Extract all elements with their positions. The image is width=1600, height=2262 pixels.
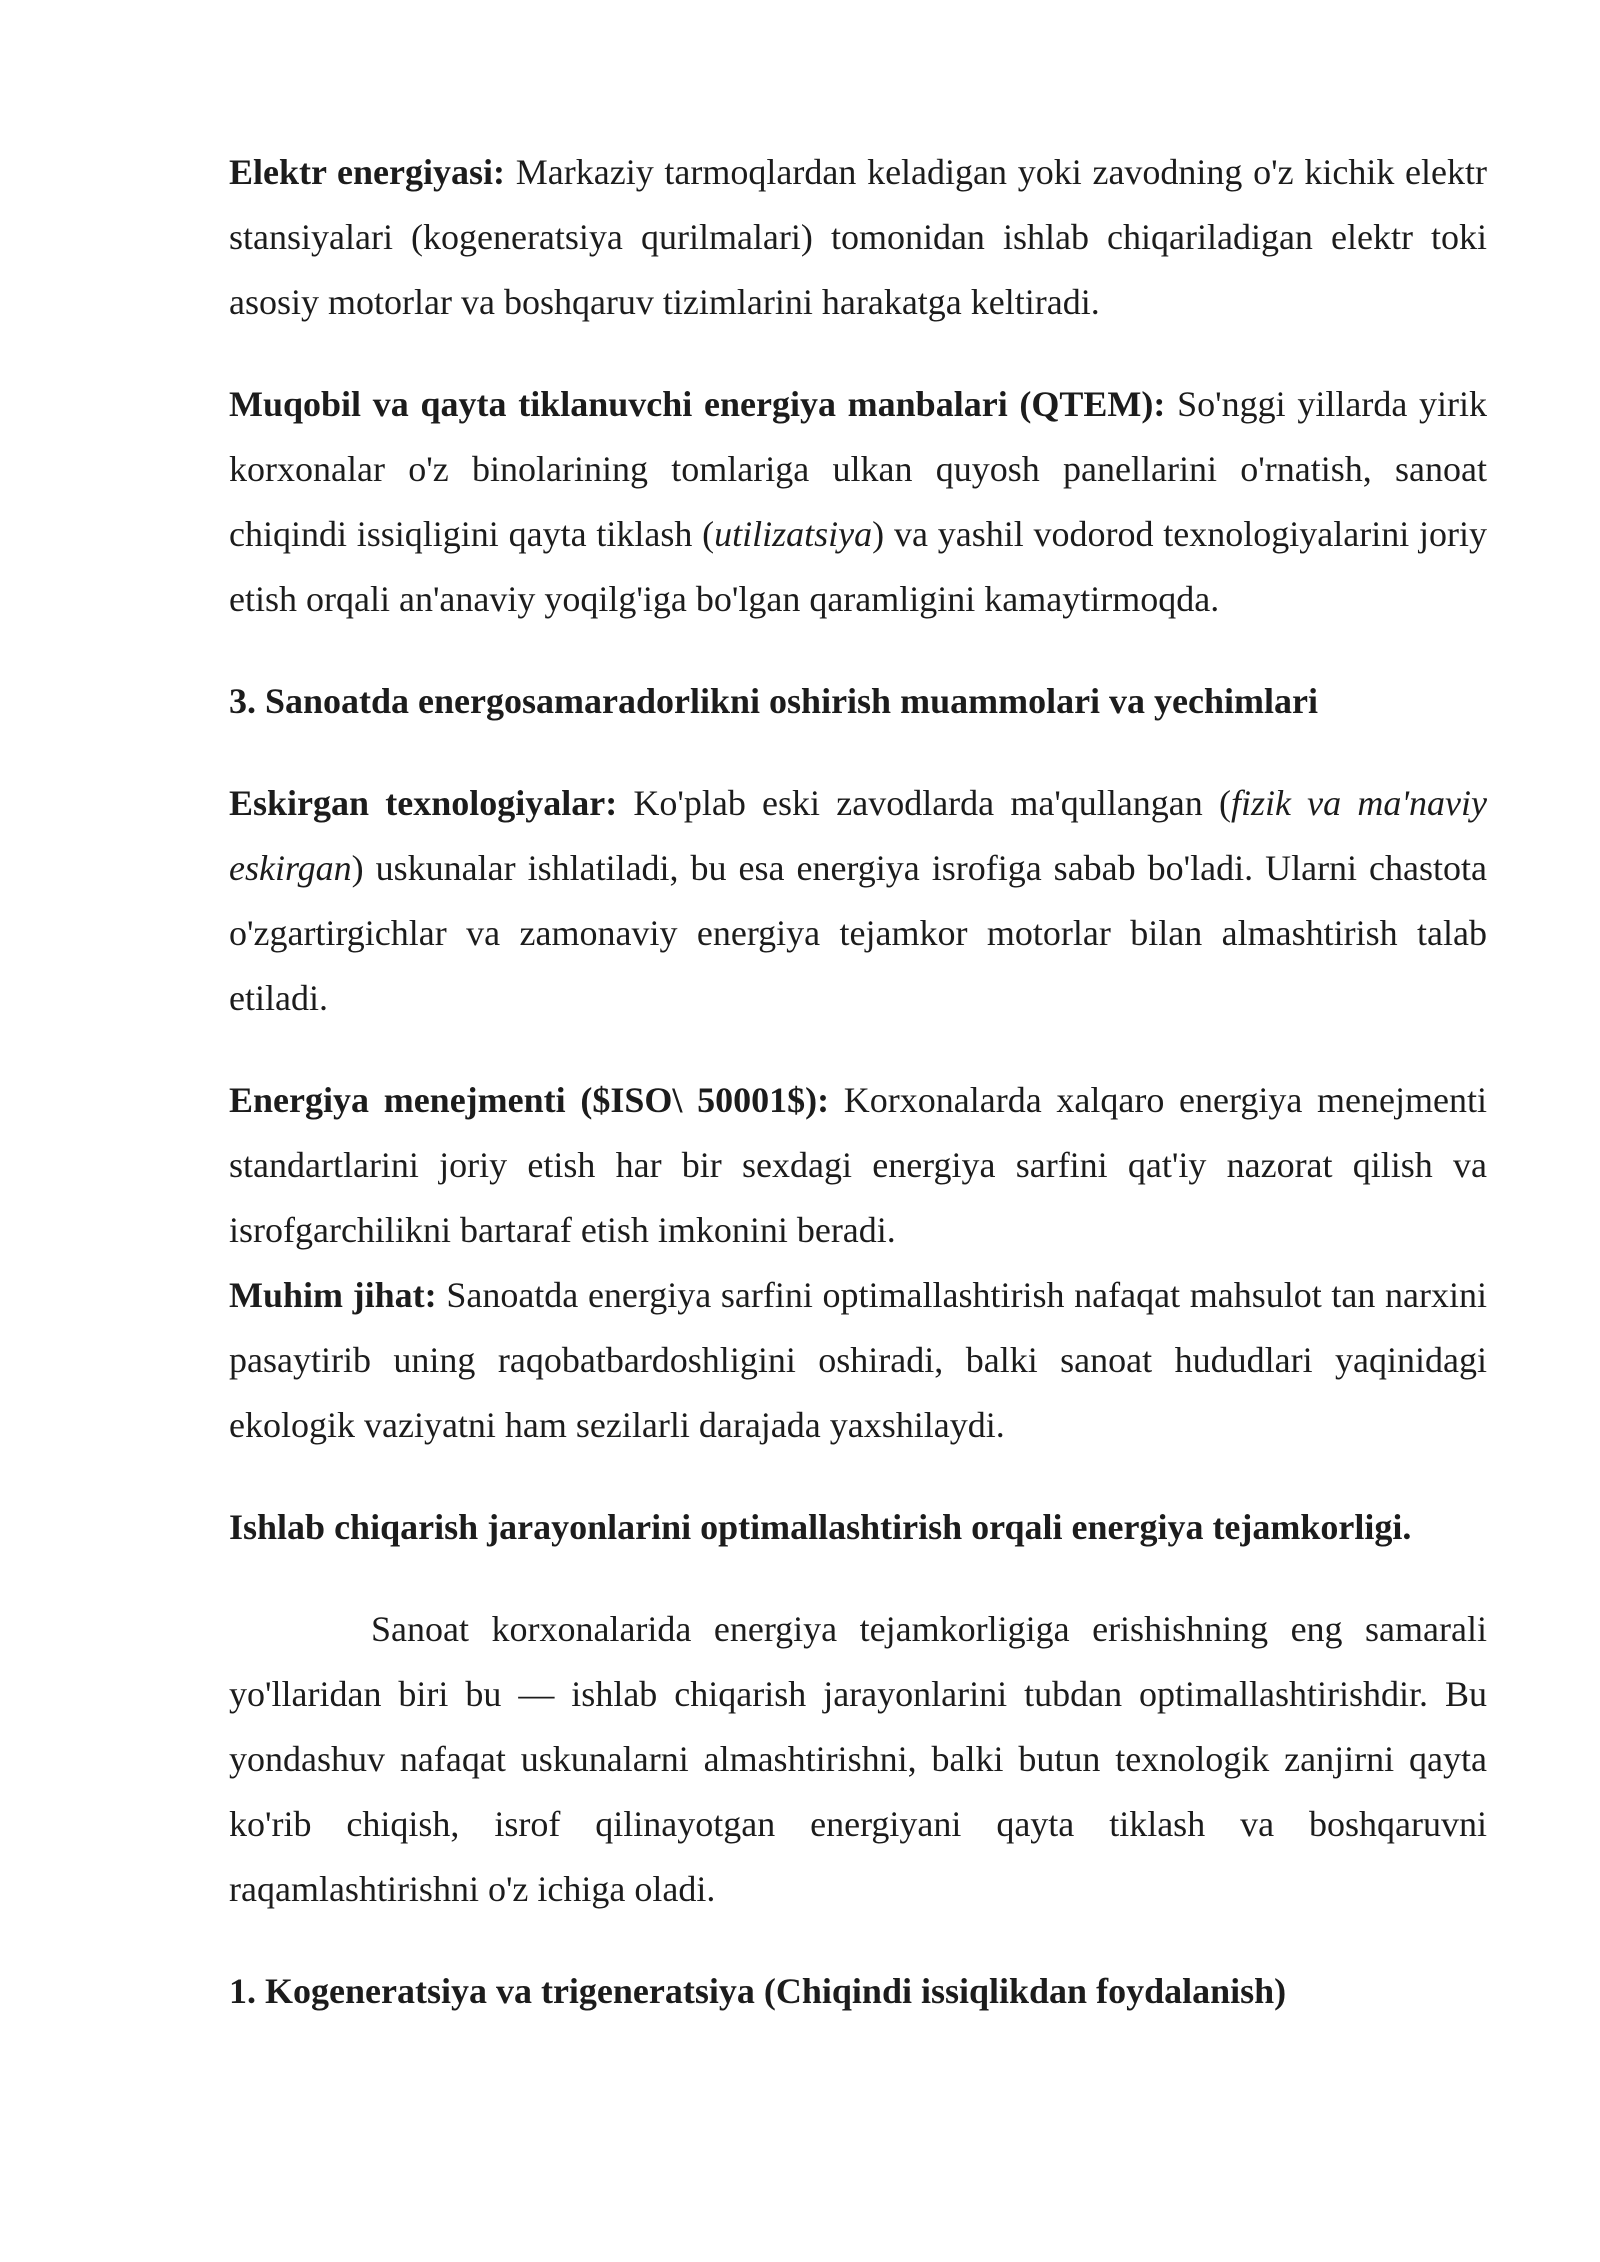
main-heading: Ishlab chiqarish jarayonlarini optimallashtirish orqali energiya tejamkorligi. [229, 1507, 1412, 1547]
paragraph-text: Sanoatda energiya sarfini optimallashtirish nafaqat mahsulot tan narxini pasaytirib uning raqobatbardoshligini oshiradi, balki sanoat hududlari yaqinidagi ekologik vaziyatni ham sezilarli darajada yaxshilaydi. [229, 1275, 1488, 1445]
italic-term: utilizatsiya [714, 514, 873, 554]
paragraph-text: So'nggi yillarda yirik korxonalar o'z binolarining tomlariga ulkan quyosh panellarini o'rnatish, sanoat chiqindi issiqligini qayta tiklash ( [229, 384, 1488, 554]
paragraph-important-aspect [229, 1263, 1487, 1458]
section-heading-1: 1. Kogeneratsiya va trigeneratsiya (Chiqindi issiqlikdan foydalanish) [229, 1971, 1287, 2011]
paragraph-electric-energy [229, 140, 1487, 335]
term-important-aspect: Muhim jihat: [229, 1275, 437, 1315]
paragraph-intro: Sanoat korxonalarida energiya tejamkorligiga erishishning eng samarali yo'llaridan biri bu — ishlab chiqarish jarayonlarini tubdan optimallashtirishdir. Bu yondashuv nafaqat uskunalarni almashtirishni, balki butun texnologik zanjirni qayta ko'rib chiqish, isrof qilinayotgan energiyani qayta tiklash va boshqaruvni raqamlashtirishni o'z ichiga oladi. [229, 1609, 1487, 1909]
paragraph-text: Markaziy tarmoqlardan keladigan yoki zavodning o'z kichik elektr stansiyalari (kogeneratsiya qurilmalari) tomonidan ishlab chiqariladigan elektr toki asosiy motorlar va boshqaruv tizimlarini harakatga keltiradi. [229, 152, 1488, 322]
term-outdated-technologies: Eskirgan texnologiyalar: [229, 783, 618, 823]
section-heading-3: 3. Sanoatda energosamaradorlikni oshirish muammolari va yechimlari [229, 681, 1318, 721]
paragraph-text: Korxonalarda xalqaro energiya menejmenti standartlarini joriy etish har bir sexdagi energiya sarfini qat'iy nazorat qilish va isrofgarchilikni bartaraf etish imkonini beradi. [229, 1080, 1487, 1250]
term-renewable-energy: Muqobil va qayta tiklanuvchi energiya manbalari (QTEM): [229, 384, 1166, 424]
paragraph-text: Ko'plab eski zavodlarda ma'qullangan ( [617, 783, 1231, 823]
paragraph-text: ) uskunalar ishlatiladi, bu esa energiya isrofiga sabab bo'ladi. Ularni chastota o'zgartirgichlar va zamonaviy energiya tejamkor motorlar bilan almashtirish talab etiladi. [229, 848, 1487, 1018]
paragraph-outdated-technologies [229, 771, 1487, 1031]
term-electric-energy: Elektr energiyasi: [229, 152, 506, 192]
document-body [229, 140, 1487, 2024]
paragraph-energy-management [229, 1068, 1487, 1263]
italic-term: fizik va ma'naviy eskirgan [229, 783, 1487, 888]
paragraph-text: ) va yashil vodorod texnologiyalarini joriy etish orqali an'anaviy yoqilg'iga bo'lgan qaramligini kamaytirmoqda. [229, 514, 1487, 619]
term-energy-management: Energiya menejmenti ($ISO\ 50001$): [229, 1080, 830, 1120]
paragraph-renewable-energy [229, 372, 1487, 632]
